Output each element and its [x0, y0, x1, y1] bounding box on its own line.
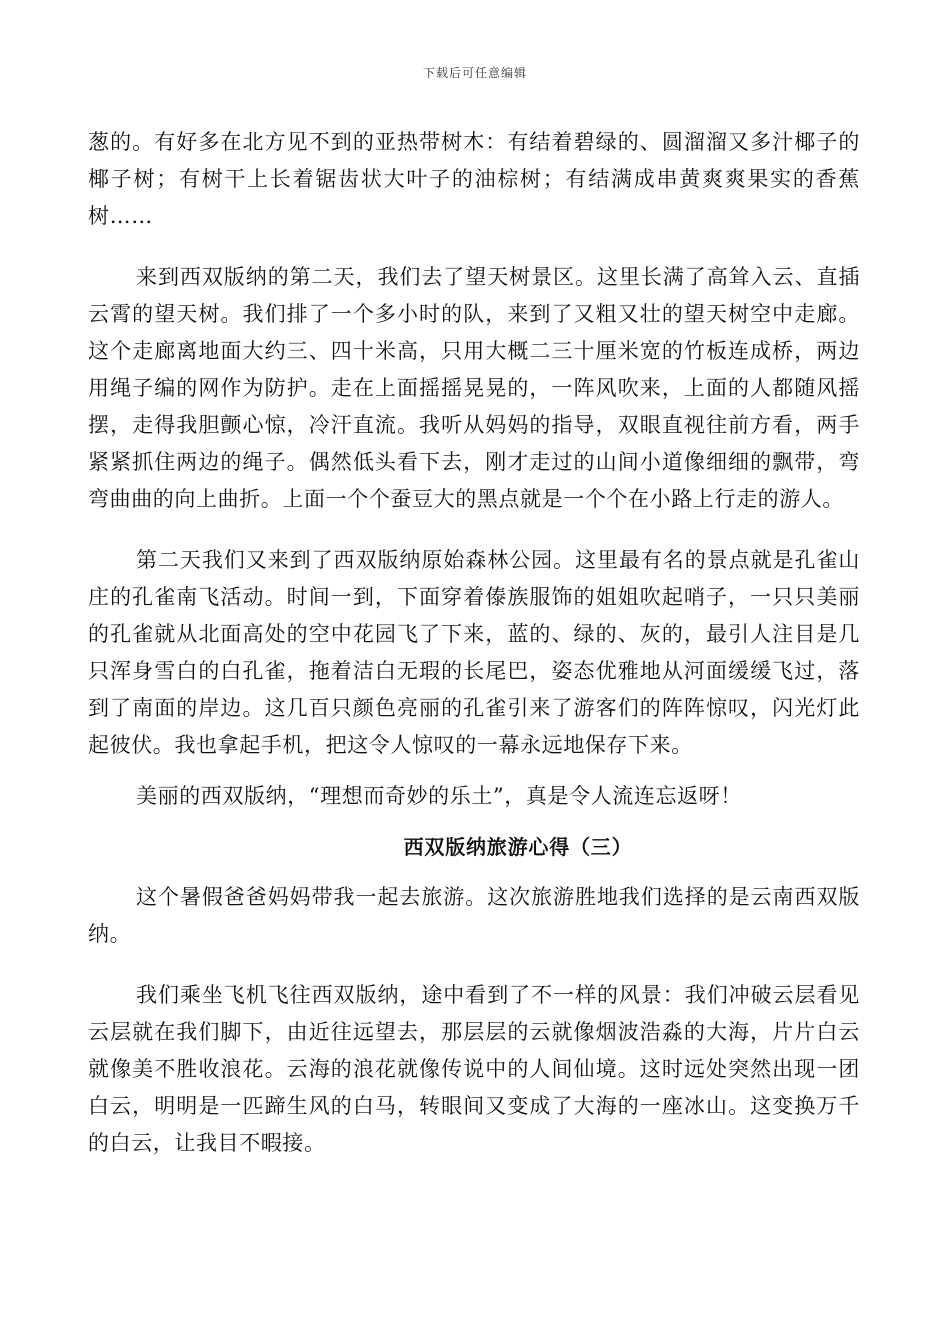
document-body [88, 124, 860, 1162]
paragraph-flight-clouds: 我们乘坐飞机飞往西双版纳，途中看到了不一样的风景：我们冲破云层看见云层就在我们脚下，由近往远望去，那层层的云就像烟波浩淼的大海，片片白云就像美不胜收浪花。云海的浪花就像传说中的人间仙境。这时远处突然出现一团白云，明明是一匹蹄生风的白马，转眼间又变成了大海的一座冰山。这变换万千的白云，让我目不暇接。 [88, 983, 860, 1155]
section-title: 西双版纳旅游心得（三） [403, 835, 633, 859]
paragraph-wangtianshu: 来到西双版纳的第二天，我们去了望天树景区。这里长满了高耸入云、直插云霄的望天树。我们排了一个多小时的队，来到了又粗又壮的望天树空中走廊。这个走廊离地面大约三、四十米高，只用大概二三十厘米宽的竹板连成桥，两边用绳子编的网作为防护。走在上面摇摇晃晃的，一阵风吹来，上面的人都随风摇摆，走得我胆颤心惊，冷汗直流。我听从妈妈的指导，双眼直视往前方看，两手紧紧抓住两边的绳子。偶然低头看下去，刚才走过的山间小道像细细的飘带，弯弯曲曲的向上曲折。上面一个个蚕豆大的黑点就是一个个在小路上行走的游人。 [88, 265, 860, 511]
paragraph-summer-trip: 这个暑假爸爸妈妈带我一起去旅游。这次旅游胜地我们选择的是云南西双版纳。 [88, 885, 860, 946]
page-header: 下载后可任意编辑 [422, 66, 527, 80]
paragraph-trees: 葱的。有好多在北方见不到的亚热带树木：有结着碧绿的、圆溜溜又多汁椰子的椰子树；有树干上长着锯齿状大叶子的油棕树；有结满成串黄爽爽果实的香蕉树…… [88, 130, 860, 228]
paragraph-peacock: 第二天我们又来到了西双版纳原始森林公园。这里最有名的景点就是孔雀山庄的孔雀南飞活动。时间一到，下面穿着傣族服饰的姐姐吹起哨子，一只只美丽的孔雀就从北面高处的空中花园飞了下来，蓝的、绿的、灰的，最引人注目是几只浑身雪白的白孔雀，拖着洁白无瑕的长尾巴，姿态优雅地从河面缓缓飞过，落到了南面的岸边。这几百只颜色亮丽的孔雀引来了游客们的阵阵惊叹，闪光灯此起彼伏。我也拿起手机，把这令人惊叹的一幕永远地保存下来。 [88, 548, 860, 757]
paragraph-conclusion: 美丽的西双版纳，“理想而奇妙的乐土”，真是令人流连忘返呀！ [136, 784, 742, 808]
